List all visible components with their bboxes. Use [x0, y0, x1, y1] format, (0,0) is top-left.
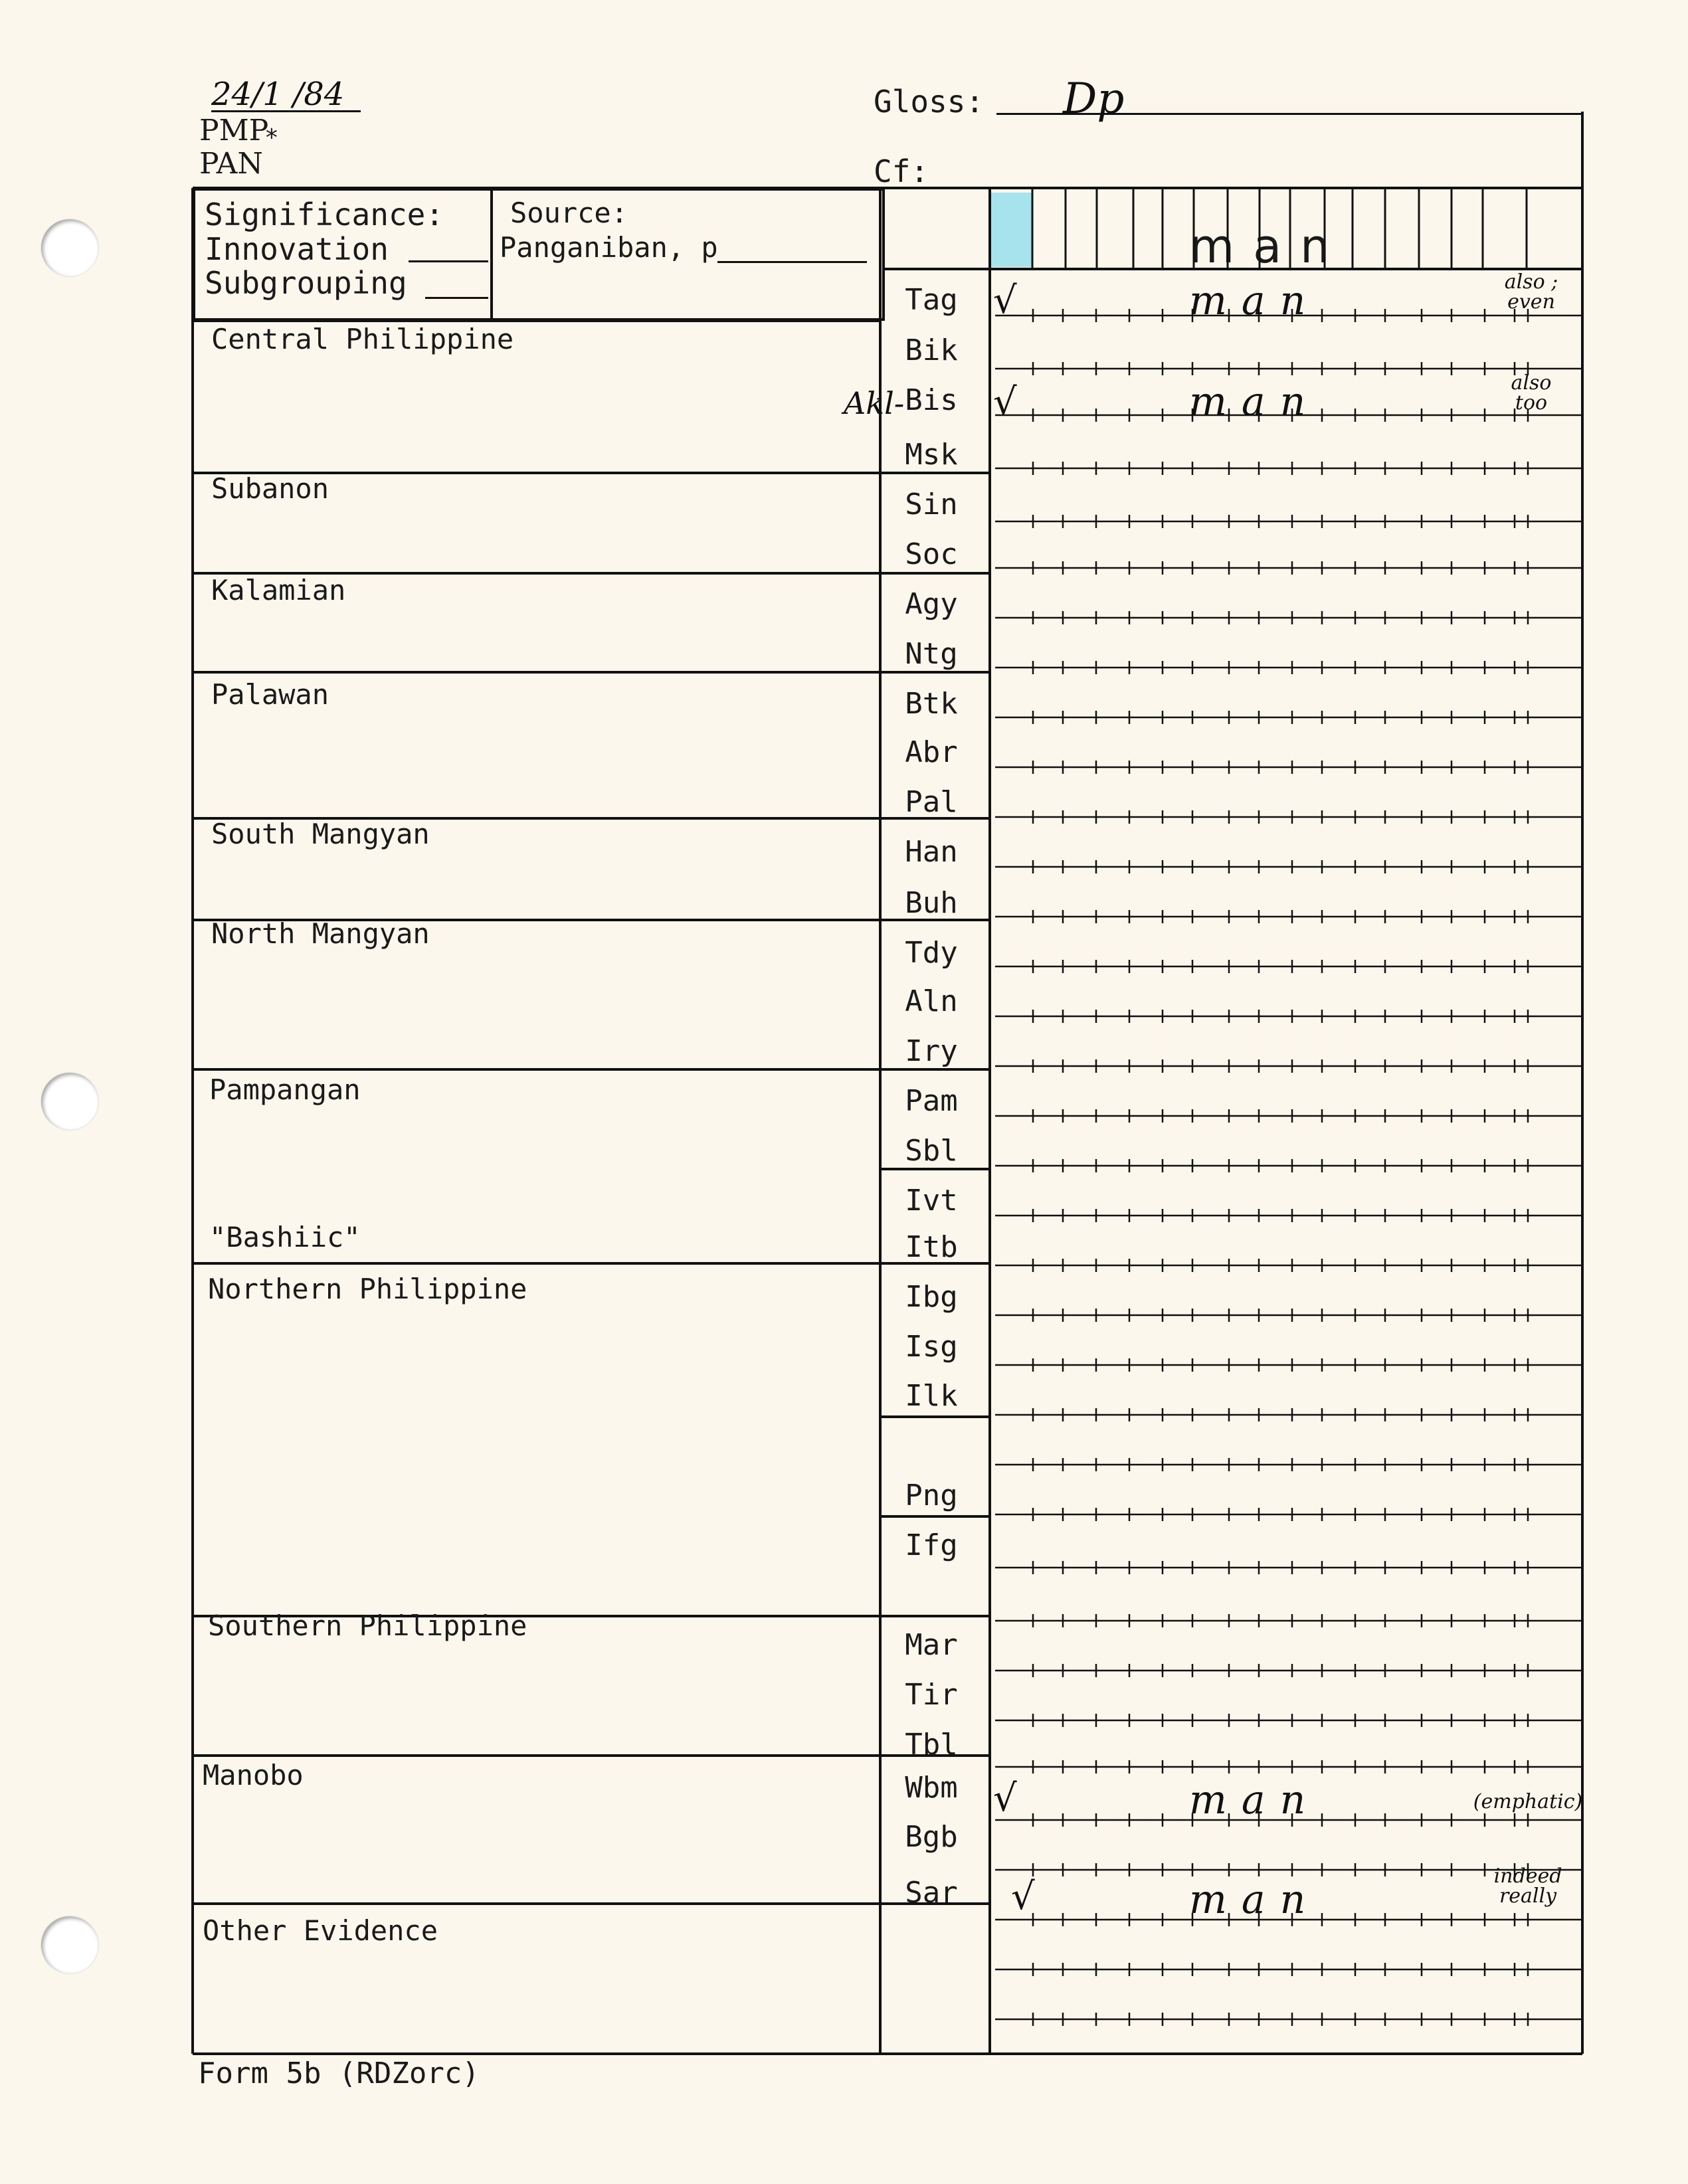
- language-png: Png: [905, 1479, 958, 1512]
- source-value: Panganiban, p: [500, 231, 718, 264]
- language-bis: Bis: [905, 383, 958, 417]
- language-pal: Pal: [905, 785, 958, 819]
- language-tir: Tir: [905, 1678, 958, 1712]
- check-bis: √: [993, 381, 1017, 424]
- form-footer: Form 5b (RDZorc): [198, 2056, 480, 2090]
- significance-title: Significance:: [205, 197, 444, 232]
- group-other-evidence: Other Evidence: [203, 1914, 438, 1947]
- group-central-philippine: Central Philippine: [211, 323, 514, 355]
- language-iry: Iry: [905, 1034, 958, 1068]
- entry-wbm-form: man: [1189, 1777, 1321, 1823]
- language-pam: Pam: [905, 1084, 958, 1118]
- entry-bis-note: also too: [1511, 371, 1552, 414]
- entry-tag-form: man: [1189, 278, 1321, 324]
- gloss-label: Gloss:: [874, 84, 985, 120]
- group-pampangan: Pampangan: [209, 1073, 361, 1106]
- date: 24/1 /84: [211, 78, 361, 112]
- entry-bis-form: man: [1189, 379, 1321, 425]
- group-south-mangyan: South Mangyan: [211, 818, 430, 850]
- bis-prefix: Akl-: [844, 385, 905, 421]
- cf-label: Cf:: [874, 153, 929, 189]
- gloss-value: Dp: [1063, 74, 1125, 124]
- language-itb: Itb: [905, 1230, 958, 1264]
- language-ilk: Ilk: [905, 1379, 958, 1413]
- language-ifg: Ifg: [905, 1528, 958, 1562]
- language-han: Han: [905, 835, 958, 869]
- language-aln: Aln: [905, 984, 958, 1018]
- pmp-mark: *: [264, 124, 279, 151]
- check-tag: √: [993, 279, 1017, 322]
- group-kalamian: Kalamian: [211, 574, 346, 606]
- group-manobo: Manobo: [203, 1759, 304, 1791]
- source-label: Source:: [510, 197, 628, 229]
- innovation-label: Innovation: [205, 231, 389, 267]
- language-bgb: Bgb: [905, 1820, 958, 1854]
- language-wbm: Wbm: [905, 1771, 958, 1805]
- language-mar: Mar: [905, 1628, 958, 1662]
- check-sar: √: [1011, 1875, 1035, 1918]
- pmp-label: PMP: [199, 114, 269, 147]
- language-ibg: Ibg: [905, 1280, 958, 1314]
- language-tdy: Tdy: [905, 936, 958, 970]
- group-bashiic: "Bashiic": [209, 1221, 361, 1253]
- group-northern-philippine: Northern Philippine: [208, 1273, 527, 1305]
- language-agy: Agy: [905, 587, 958, 621]
- language-btk: Btk: [905, 687, 958, 721]
- entry-wbm-note: (emphatic): [1473, 1790, 1583, 1813]
- language-tbl: Tbl: [905, 1728, 958, 1762]
- language-abr: Abr: [905, 735, 958, 769]
- entry-tag-note: also ; even: [1504, 270, 1558, 314]
- group-subanon: Subanon: [211, 472, 329, 505]
- language-sar: Sar: [905, 1876, 958, 1910]
- language-ivt: Ivt: [905, 1184, 958, 1218]
- language-ntg: Ntg: [905, 637, 958, 671]
- pan-label: PAN: [199, 147, 263, 181]
- group-southern-philippine: Southern Philippine: [208, 1609, 527, 1642]
- entry-sar-note: indeed really: [1493, 1865, 1562, 1908]
- language-isg: Isg: [905, 1330, 958, 1364]
- language-bik: Bik: [905, 333, 958, 367]
- group-north-mangyan: North Mangyan: [211, 917, 430, 950]
- language-sbl: Sbl: [905, 1134, 958, 1168]
- group-palawan: Palawan: [211, 678, 329, 711]
- headword: man: [1189, 219, 1349, 274]
- entry-sar-form: man: [1189, 1876, 1321, 1923]
- subgrouping-label: Subgrouping: [205, 265, 407, 301]
- language-sin: Sin: [905, 488, 958, 521]
- language-tag: Tag: [905, 283, 958, 317]
- language-msk: Msk: [905, 438, 958, 472]
- check-wbm: √: [993, 1777, 1017, 1820]
- language-soc: Soc: [905, 537, 958, 571]
- language-buh: Buh: [905, 886, 958, 920]
